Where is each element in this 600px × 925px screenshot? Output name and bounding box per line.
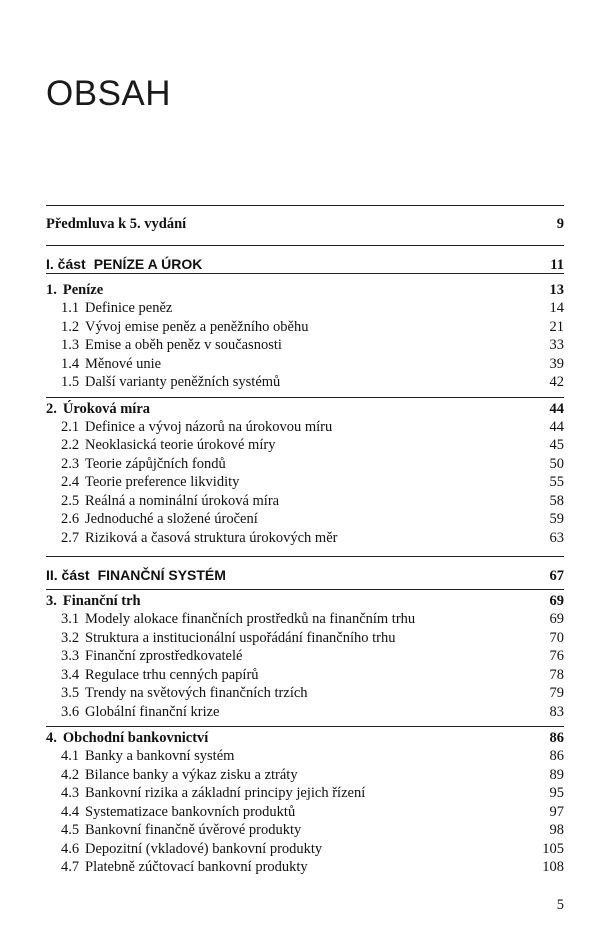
toc-page-number: 33 <box>549 337 564 353</box>
toc-page-number: 14 <box>549 300 564 316</box>
toc-page-number: 69 <box>549 611 564 627</box>
toc-page-number: 108 <box>542 859 564 875</box>
part-number: I. část <box>46 256 86 272</box>
toc-row-section <box>46 418 564 436</box>
toc-page-number: 89 <box>549 767 564 783</box>
section-number: 4.3 <box>61 785 80 801</box>
section-title: Systematizace bankovních produktů <box>85 804 296 820</box>
toc-page-number: 39 <box>549 356 564 372</box>
toc-row-section <box>46 821 564 839</box>
divider <box>46 205 564 206</box>
toc-page-number: 79 <box>549 685 564 701</box>
toc-row-chapter <box>46 400 564 418</box>
toc-row-section <box>46 858 564 876</box>
toc-row-chapter <box>46 729 564 747</box>
section-title: Neoklasická teorie úrokové míry <box>85 437 276 453</box>
section-number: 2.4 <box>61 474 80 490</box>
toc-row-section <box>46 373 564 391</box>
chapter-number: 4. <box>46 730 57 746</box>
section-title: Měnové unie <box>85 356 162 372</box>
toc-row-section <box>46 336 564 354</box>
toc-row-chapter <box>46 281 564 299</box>
section-title: Definice peněz <box>85 300 173 316</box>
section-title: Jednoduché a složené úročení <box>85 511 258 527</box>
section-number: 3.1 <box>61 611 80 627</box>
toc-row-section <box>46 318 564 336</box>
toc-page-number: 13 <box>549 282 564 298</box>
section-number: 1.4 <box>61 356 80 372</box>
section-title: Riziková a časová struktura úrokových měr <box>85 530 338 546</box>
section-number: 2.1 <box>61 419 80 435</box>
divider <box>46 589 564 590</box>
toc-row-section <box>46 647 564 665</box>
toc-page-number: 98 <box>549 822 564 838</box>
toc-row-section <box>46 803 564 821</box>
section-title: Reálná a nominální úroková míra <box>85 493 280 509</box>
section-title: Bilance banky a výkaz zisku a ztráty <box>85 767 298 783</box>
section-number: 3.6 <box>61 704 80 720</box>
toc-row-section <box>46 473 564 491</box>
toc-page-number: 9 <box>556 216 564 232</box>
section-title: Trendy na světových finančních trzích <box>85 685 308 701</box>
toc-page-number: 55 <box>549 474 564 490</box>
section-title: Definice a vývoj názorů na úrokovou míru <box>85 419 333 435</box>
section-title: Teorie zápůjčních fondů <box>85 456 226 472</box>
toc-row-section <box>46 703 564 721</box>
part-number: II. část <box>46 567 90 583</box>
toc-page-number: 63 <box>549 530 564 546</box>
section-number: 3.3 <box>61 648 80 664</box>
toc-page-number: 45 <box>549 437 564 453</box>
section-number: 3.4 <box>61 667 80 683</box>
divider <box>46 726 564 727</box>
toc-row-section <box>46 436 564 454</box>
toc-row-section <box>46 684 564 702</box>
toc-row-section <box>46 299 564 317</box>
chapter-number: 2. <box>46 401 57 417</box>
section-title: Bankovní rizika a základní principy jejich řízení <box>85 785 366 801</box>
section-title: Finanční zprostředkovatelé <box>85 648 243 664</box>
toc-page-number: 11 <box>550 257 564 273</box>
section-title: Banky a bankovní systém <box>85 748 235 764</box>
section-number: 2.6 <box>61 511 80 527</box>
part-title: FINANČNÍ SYSTÉM <box>97 567 226 583</box>
toc-row-foreword <box>46 215 564 233</box>
section-number: 4.5 <box>61 822 80 838</box>
toc-page-number: 86 <box>549 748 564 764</box>
section-title: Vývoj emise peněz a peněžního oběhu <box>85 319 309 335</box>
toc-page-number: 70 <box>549 630 564 646</box>
section-number: 1.3 <box>61 337 80 353</box>
section-number: 1.2 <box>61 319 80 335</box>
section-number: 4.2 <box>61 767 80 783</box>
section-number: 2.3 <box>61 456 80 472</box>
section-title: Teorie preference likvidity <box>85 474 240 490</box>
toc-page-number: 42 <box>549 374 564 390</box>
page-number: 5 <box>556 897 564 913</box>
section-number: 4.1 <box>61 748 80 764</box>
chapter-number: 3. <box>46 593 57 609</box>
chapter-title: Peníze <box>62 282 104 298</box>
section-number: 4.4 <box>61 804 80 820</box>
section-number: 3.2 <box>61 630 80 646</box>
toc-row-section <box>46 766 564 784</box>
toc-row-section <box>46 529 564 547</box>
table-of-contents <box>46 0 564 925</box>
toc-page-number: 86 <box>549 730 564 746</box>
section-title: Globální finanční krize <box>85 704 220 720</box>
section-number: 1.5 <box>61 374 80 390</box>
divider <box>46 556 564 557</box>
toc-row-chapter <box>46 592 564 610</box>
toc-row-section <box>46 492 564 510</box>
section-title: Depozitní (vkladové) bankovní produkty <box>85 841 323 857</box>
section-title: Regulace trhu cenných papírů <box>85 667 259 683</box>
toc-page-number: 83 <box>549 704 564 720</box>
toc-row-part <box>46 255 564 274</box>
section-title: Emise a oběh peněz v současnosti <box>85 337 282 353</box>
chapter-title: Finanční trh <box>62 593 141 609</box>
toc-page-number: 58 <box>549 493 564 509</box>
section-number: 1.1 <box>61 300 80 316</box>
toc-page-number: 76 <box>549 648 564 664</box>
toc-row-section <box>46 610 564 628</box>
toc-page-number: 95 <box>549 785 564 801</box>
toc-row-section <box>46 784 564 802</box>
chapter-title: Obchodní bankovnictví <box>62 730 209 746</box>
toc-label: Předmluva k 5. vydání <box>46 216 187 232</box>
toc-page-number: 97 <box>549 804 564 820</box>
toc-row-part <box>46 566 564 585</box>
toc-row-section <box>46 747 564 765</box>
section-number: 2.5 <box>61 493 80 509</box>
section-title: Platebně zúčtovací bankovní produkty <box>85 859 308 875</box>
toc-page-number: 69 <box>549 593 564 609</box>
toc-page-number: 44 <box>549 401 564 417</box>
toc-row-section <box>46 666 564 684</box>
section-title: Bankovní finančně úvěrové produkty <box>85 822 302 838</box>
section-number: 2.2 <box>61 437 80 453</box>
section-number: 3.5 <box>61 685 80 701</box>
toc-page-number: 59 <box>549 511 564 527</box>
chapter-title: Úroková míra <box>62 401 151 417</box>
part-title: PENÍZE A ÚROK <box>93 256 203 272</box>
toc-row-section <box>46 355 564 373</box>
toc-page-number: 44 <box>549 419 564 435</box>
section-number: 4.7 <box>61 859 80 875</box>
toc-row-section <box>46 455 564 473</box>
toc-page-number: 67 <box>549 568 564 584</box>
divider <box>46 397 564 398</box>
toc-page-number: 50 <box>549 456 564 472</box>
page-title: OBSAH <box>46 74 172 113</box>
toc-row-section <box>46 629 564 647</box>
divider <box>46 273 564 274</box>
toc-page-number: 105 <box>542 841 564 857</box>
toc-page-number: 21 <box>549 319 564 335</box>
section-number: 2.7 <box>61 530 80 546</box>
section-title: Modely alokace finančních prostředků na finančním trhu <box>85 611 416 627</box>
toc-row-section <box>46 510 564 528</box>
toc-page-number: 78 <box>549 667 564 683</box>
section-number: 4.6 <box>61 841 80 857</box>
chapter-number: 1. <box>46 282 57 298</box>
section-title: Struktura a institucionální uspořádání finančního trhu <box>85 630 396 646</box>
divider <box>46 245 564 246</box>
section-title: Další varianty peněžních systémů <box>85 374 281 390</box>
toc-row-section <box>46 840 564 858</box>
